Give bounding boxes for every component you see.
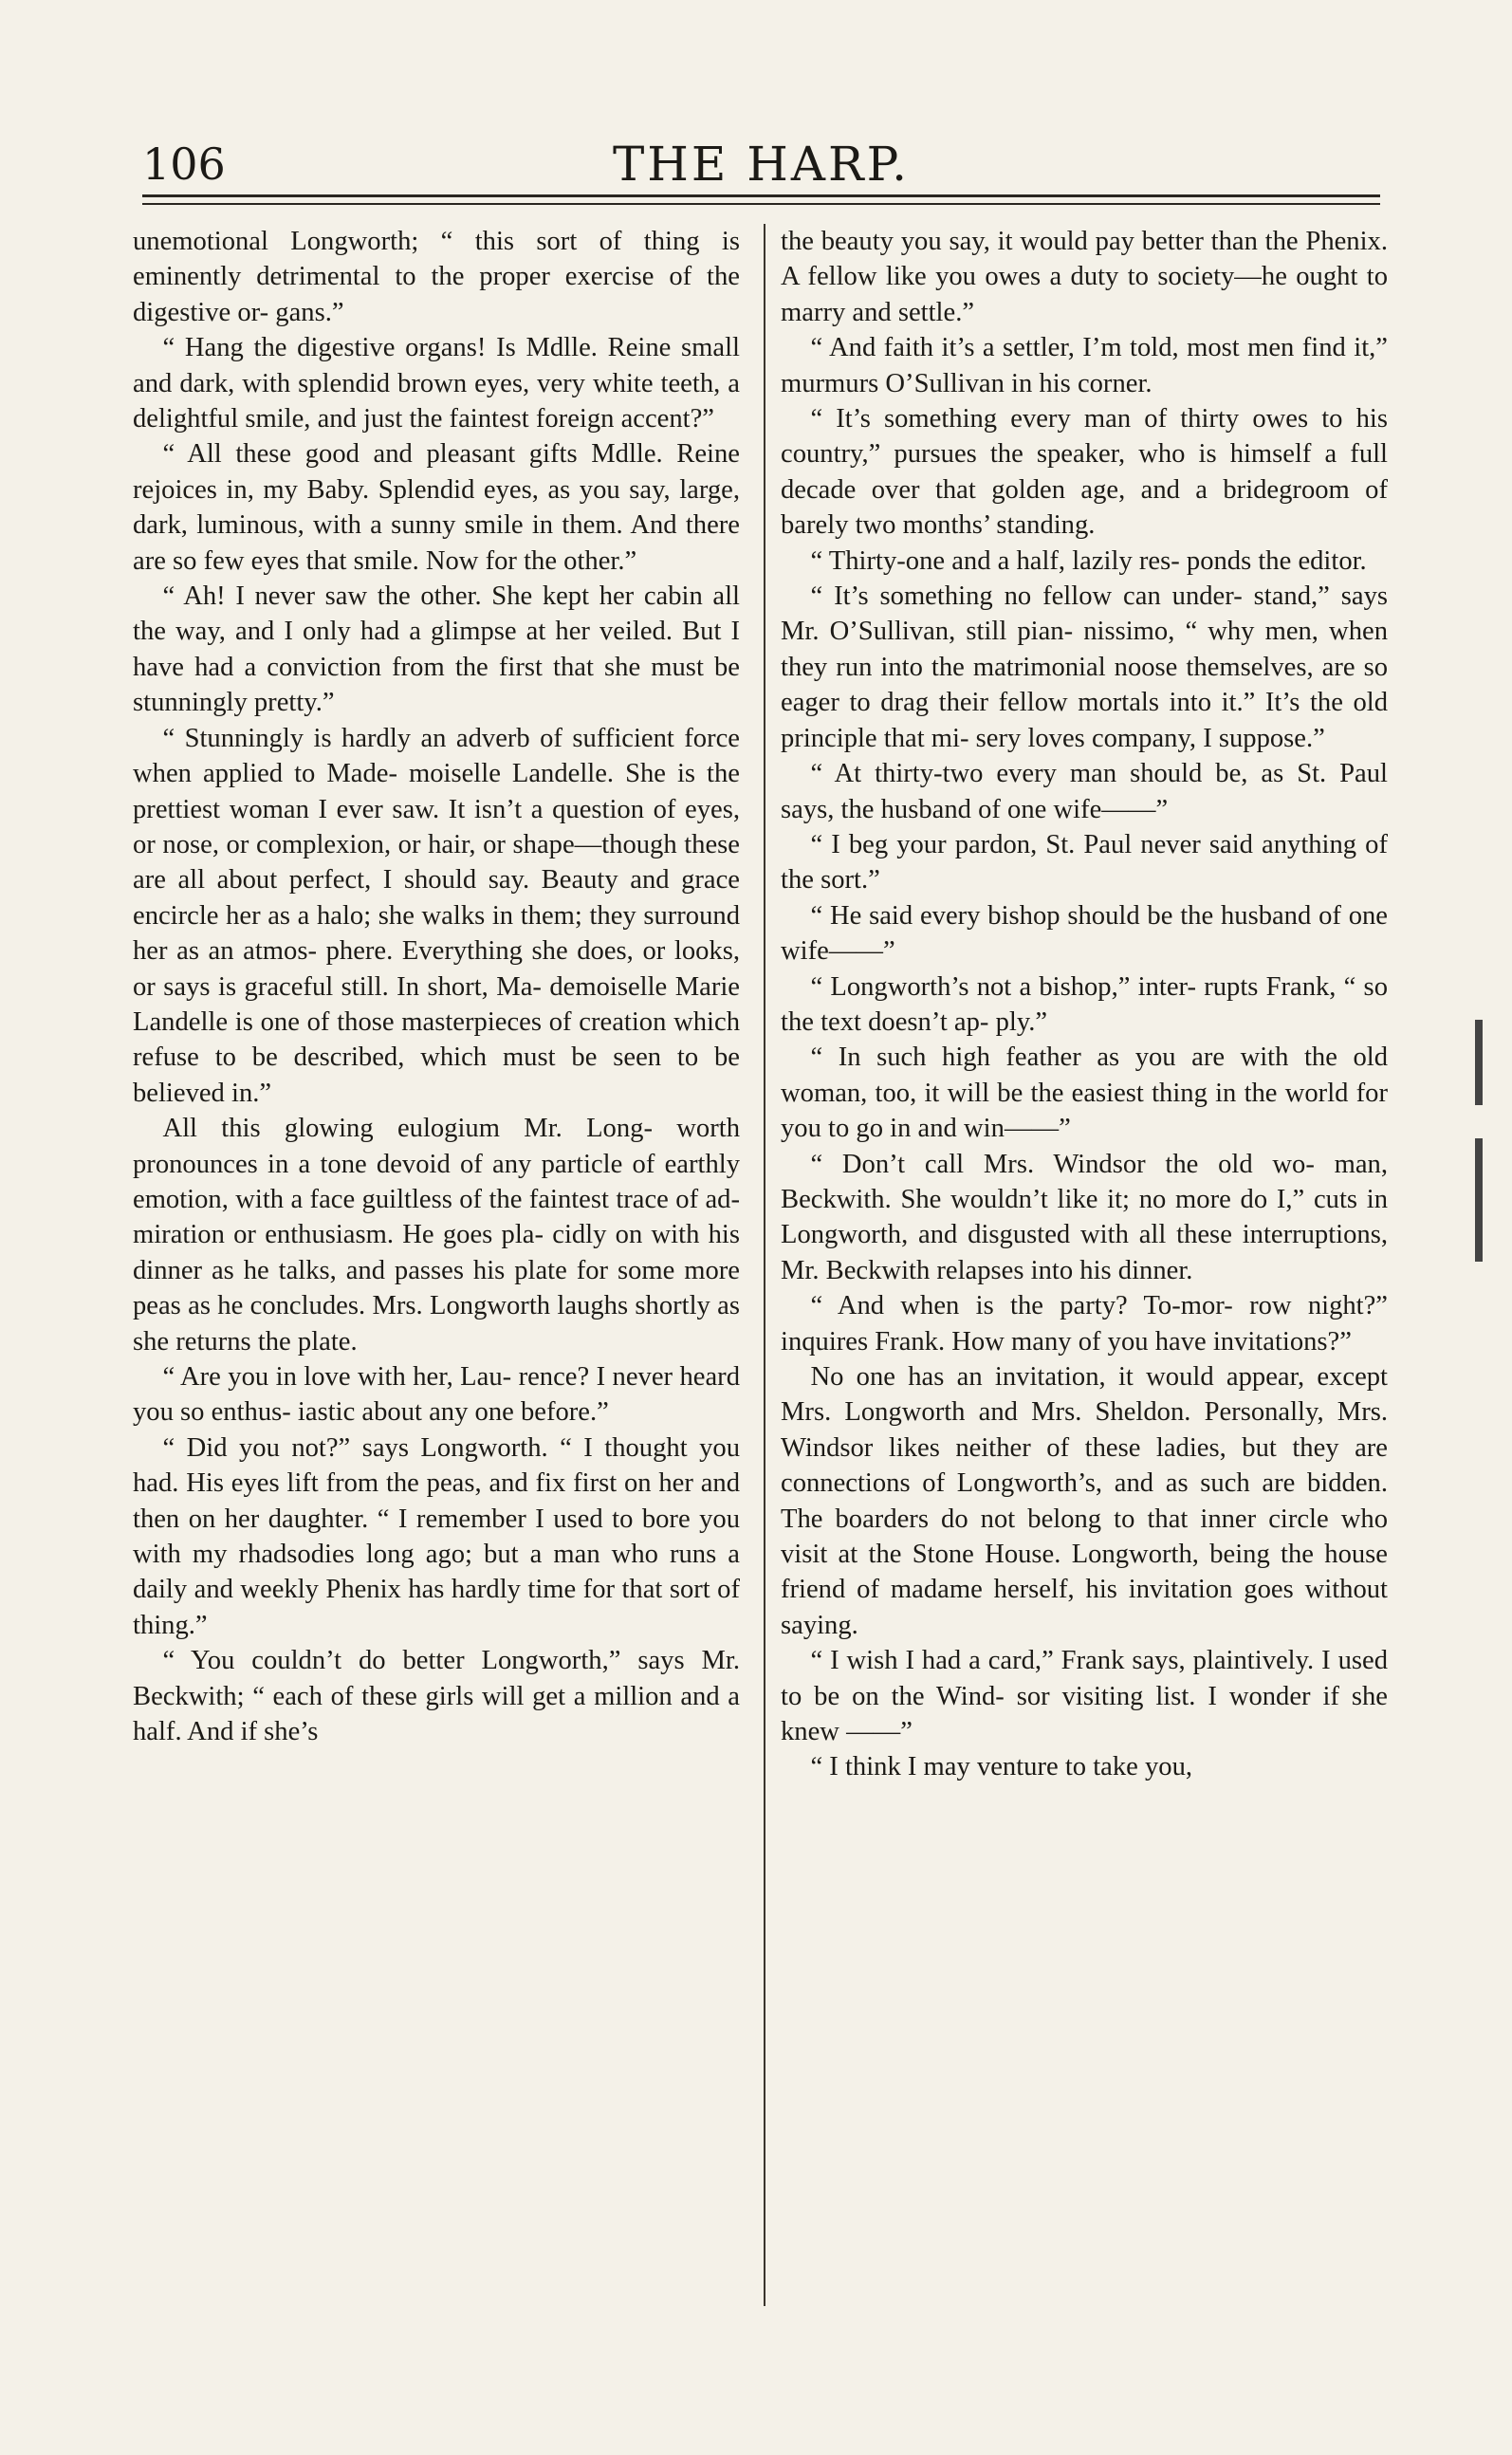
header-rule-thin <box>142 203 1380 205</box>
paragraph: “ Longworth’s not a bishop,” inter- rupts Frank, “ so the text doesn’t ap- ply.” <box>781 971 1388 1037</box>
paragraph: “ And faith it’s a settler, I’m told, most men find it,” murmurs O’Sullivan in his corner. <box>781 333 1388 398</box>
paragraph: “ He said every bishop should be the husband of one wife——” <box>781 900 1388 967</box>
paragraph: “ In such high feather as you are with the old woman, too, it will be the easiest thing in the world for you to go in and win——” <box>781 1043 1388 1144</box>
margin-scan-marks <box>1475 1020 1483 1262</box>
paragraph: “ All these good and pleasant gifts Mdlle. Reine rejoices in, my Baby. Splendid eyes, as you say, large, dark, luminous, with a sunny smile in them. And there are so few eyes that smile. Now for the other.” <box>133 439 740 576</box>
paragraph: “ And when is the party? To-mor- row night?” inquires Frank. How many of you have invitations?” <box>781 1291 1388 1357</box>
paragraph: “ It’s something every man of thirty owes to his country,” pursues the speaker, who is himself a full decade over that golden age, and a bridegroom of barely two months’ standing. <box>781 404 1388 541</box>
paragraph: “ I beg your pardon, St. Paul never said anything of the sort.” <box>781 829 1388 895</box>
paragraph: “ It’s something no fellow can under- stand,” says Mr. O’Sullivan, still pian- nissimo, “ why men, when they run into the matrimonial noose themselves, are so eager to drag their fellow mortals into it.” It’s the old principle that mi- sery loves company, I suppose.” <box>781 581 1388 753</box>
running-header <box>142 135 1380 194</box>
paragraph: “ You couldn’t do better Longworth,” says Mr. Beckwith; “ each of these girls will get a million and a half. And if she’s <box>133 1646 740 1747</box>
paragraph: “ Are you in love with her, Lau- rence? I never heard you so enthus- iastic about any one before.” <box>133 1362 740 1428</box>
paragraph: No one has an invitation, it would appear, except Mrs. Longworth and Mrs. Sheldon. Personally, Mrs. Windsor likes neither of these ladies, but they are connections of Longworth’s, and as such are bidden. The boarders do not belong to that inner circle who visit at the Stone House. Longworth, being the house friend of madame herself, his invitation goes without saying. <box>781 1362 1388 1640</box>
header-rule-thick <box>142 194 1380 197</box>
column-divider <box>764 224 765 2306</box>
running-title: THE HARP. <box>612 137 911 192</box>
paragraph: “ I think I may venture to take you, <box>810 1752 1193 1782</box>
paragraph: “ Did you not?” says Longworth. “ I thought you had. His eyes lift from the peas, and fix first on her and then on her daughter. “ I remember I used to bore you with my rhadsodies long ago; but a man who runs a daily and weekly Phenix has hardly time for that sort of thing.” <box>133 1432 740 1640</box>
right-column <box>781 224 1388 2311</box>
page-number: 106 <box>142 138 226 190</box>
paragraph: “ Ah! I never saw the other. She kept her cabin all the way, and I only had a glimpse at her veiled. But I have had a conviction from the first that she must be stunningly pretty.” <box>133 581 740 718</box>
left-column <box>133 224 740 2311</box>
paragraph: “ I wish I had a card,” Frank says, plaintively. I used to be on the Wind- sor visiting list. I wonder if she knew ——” <box>781 1646 1388 1747</box>
paragraph: All this glowing eulogium Mr. Long- worth pronounces in a tone devoid of any particle of earthly emotion, with a face guiltless of the faintest trace of ad- miration or enthusiasm. He goes pla- cidly on with his dinner as he talks, and passes his plate for some more peas as he concludes. Mrs. Longworth laughs shortly as she returns the plate. <box>133 1114 740 1357</box>
paragraph: unemotional Longworth; “ this sort of thing is eminently detrimental to the proper exercise of the digestive or- gans.” <box>133 227 740 327</box>
paragraph: “ Don’t call Mrs. Windsor the old wo- man, Beckwith. She wouldn’t like it; no more do I,” cuts in Longworth, and disgusted with all these interruptions, Mr. Beckwith relapses into his dinner. <box>781 1149 1388 1285</box>
paragraph: “ Thirty-one and a half, lazily res- ponds the editor. <box>810 545 1367 576</box>
paragraph: “ Hang the digestive organs! Is Mdlle. Reine small and dark, with splendid brown eyes, very white teeth, a delightful smile, and just the faintest foreign accent?” <box>133 333 740 434</box>
paragraph: “ Stunningly is hardly an adverb of sufficient force when applied to Made- moiselle Landelle. She is the prettiest woman I ever saw. It isn’t a question of eyes, or nose, or complexion, or hair, or shape—though these are all about perfect, I should say. Beauty and grace encircle her as a halo; she walks in them; they surround her as an atmos- phere. Everything she does, or looks, or says is graceful still. In short, Ma- demoiselle Marie Landelle is one of those masterpieces of creation which refuse to be described, which must be seen to be believed in.” <box>133 723 740 1108</box>
paragraph: the beauty you say, it would pay better than the Phenix. A fellow like you owes a duty to society—he ought to marry and settle.” <box>781 227 1388 327</box>
paragraph: “ At thirty-two every man should be, as St. Paul says, the husband of one wife——” <box>781 759 1388 824</box>
